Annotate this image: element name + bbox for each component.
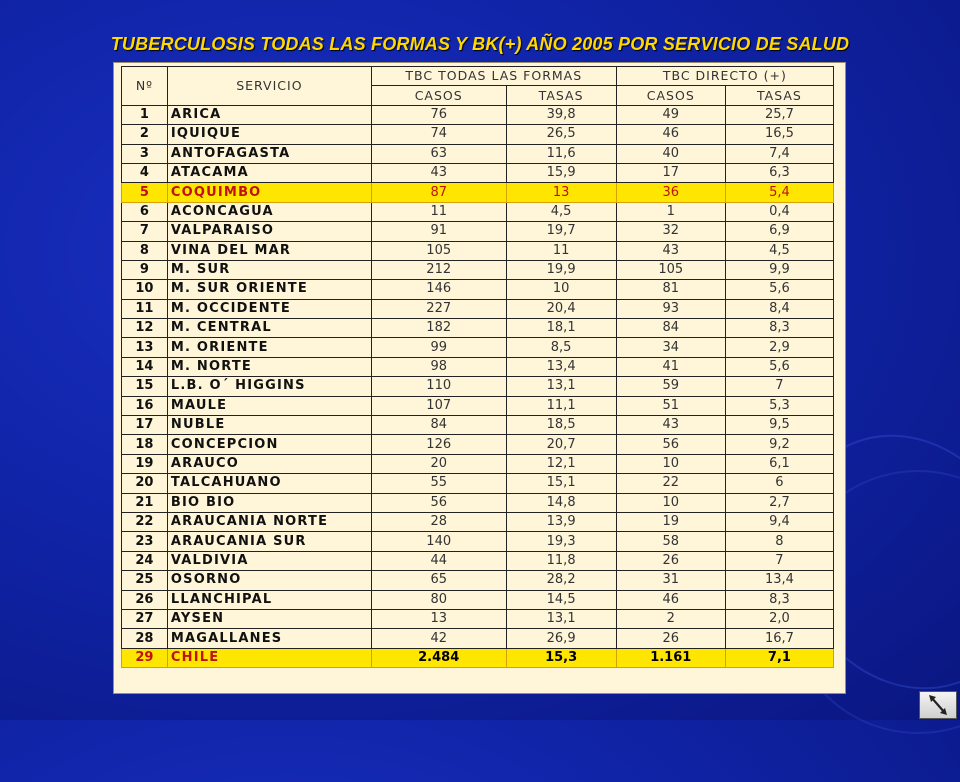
row-casos-directo: 19 xyxy=(616,512,725,531)
table-row xyxy=(122,435,834,454)
row-tasas-directo: 7,1 xyxy=(725,648,833,667)
row-tasas-todas: 11 xyxy=(506,241,616,260)
row-tasas-directo: 8,3 xyxy=(725,590,833,609)
row-tasas-directo: 7,4 xyxy=(725,144,833,163)
row-tasas-todas: 19,7 xyxy=(506,222,616,241)
row-servicio: MAGALLANES xyxy=(167,629,371,648)
row-tasas-todas: 18,1 xyxy=(506,319,616,338)
row-number: 8 xyxy=(122,241,168,260)
row-tasas-directo: 9,2 xyxy=(725,435,833,454)
row-casos-directo: 46 xyxy=(616,590,725,609)
row-tasas-directo: 25,7 xyxy=(725,105,833,124)
row-number: 17 xyxy=(122,416,168,435)
row-tasas-todas: 13,1 xyxy=(506,377,616,396)
row-tasas-todas: 20,7 xyxy=(506,435,616,454)
table-panel xyxy=(113,62,846,694)
row-casos-todas: 84 xyxy=(371,416,506,435)
table-row xyxy=(122,396,834,415)
row-tasas-directo: 0,4 xyxy=(725,202,833,221)
row-casos-directo: 1 xyxy=(616,202,725,221)
row-tasas-directo: 2,0 xyxy=(725,609,833,628)
row-number: 14 xyxy=(122,357,168,376)
row-casos-directo: 40 xyxy=(616,144,725,163)
table-row xyxy=(122,648,834,667)
row-tasas-directo: 5,6 xyxy=(725,357,833,376)
row-number: 23 xyxy=(122,532,168,551)
row-casos-todas: 126 xyxy=(371,435,506,454)
row-casos-directo: 59 xyxy=(616,377,725,396)
row-casos-todas: 56 xyxy=(371,493,506,512)
row-servicio: ARAUCANIA NORTE xyxy=(167,512,371,531)
row-casos-directo: 105 xyxy=(616,260,725,279)
row-servicio: L.B. O´ HIGGINS xyxy=(167,377,371,396)
row-tasas-directo: 8,3 xyxy=(725,319,833,338)
header-num: Nº xyxy=(122,67,168,106)
row-servicio: M. OCCIDENTE xyxy=(167,299,371,318)
row-servicio: ARAUCO xyxy=(167,454,371,473)
row-tasas-directo: 6,1 xyxy=(725,454,833,473)
table-row xyxy=(122,125,834,144)
row-casos-todas: 13 xyxy=(371,609,506,628)
row-number: 13 xyxy=(122,338,168,357)
table-row xyxy=(122,416,834,435)
table-row xyxy=(122,163,834,182)
row-tasas-directo: 8 xyxy=(725,532,833,551)
table-row xyxy=(122,454,834,473)
row-number: 7 xyxy=(122,222,168,241)
row-number: 9 xyxy=(122,260,168,279)
row-tasas-directo: 6,9 xyxy=(725,222,833,241)
row-tasas-todas: 26,9 xyxy=(506,629,616,648)
table-row xyxy=(122,571,834,590)
table-row xyxy=(122,512,834,531)
table-row xyxy=(122,377,834,396)
table-row xyxy=(122,105,834,124)
row-servicio: CHILE xyxy=(167,648,371,667)
row-servicio: MAULE xyxy=(167,396,371,415)
row-servicio: ATACAMA xyxy=(167,163,371,182)
row-tasas-todas: 11,1 xyxy=(506,396,616,415)
row-number: 3 xyxy=(122,144,168,163)
row-casos-todas: 99 xyxy=(371,338,506,357)
row-number: 22 xyxy=(122,512,168,531)
table-row xyxy=(122,299,834,318)
table-row xyxy=(122,202,834,221)
row-casos-todas: 2.484 xyxy=(371,648,506,667)
row-servicio: LLANCHIPAL xyxy=(167,590,371,609)
row-casos-todas: 227 xyxy=(371,299,506,318)
row-servicio: M. CENTRAL xyxy=(167,319,371,338)
row-servicio: ARICA xyxy=(167,105,371,124)
row-tasas-directo: 16,7 xyxy=(725,629,833,648)
row-casos-todas: 74 xyxy=(371,125,506,144)
table-row xyxy=(122,222,834,241)
row-tasas-directo: 9,5 xyxy=(725,416,833,435)
row-number: 1 xyxy=(122,105,168,124)
row-number: 5 xyxy=(122,183,168,202)
row-tasas-todas: 39,8 xyxy=(506,105,616,124)
row-tasas-todas: 8,5 xyxy=(506,338,616,357)
row-tasas-todas: 14,8 xyxy=(506,493,616,512)
row-number: 29 xyxy=(122,648,168,667)
row-tasas-todas: 12,1 xyxy=(506,454,616,473)
row-casos-directo: 43 xyxy=(616,241,725,260)
row-tasas-directo: 4,5 xyxy=(725,241,833,260)
row-tasas-directo: 5,6 xyxy=(725,280,833,299)
row-tasas-todas: 28,2 xyxy=(506,571,616,590)
row-servicio: VALDIVIA xyxy=(167,551,371,570)
row-casos-todas: 140 xyxy=(371,532,506,551)
table-row xyxy=(122,590,834,609)
row-tasas-todas: 13,4 xyxy=(506,357,616,376)
row-servicio: CONCEPCION xyxy=(167,435,371,454)
row-casos-directo: 46 xyxy=(616,125,725,144)
table-row xyxy=(122,474,834,493)
row-tasas-directo: 2,9 xyxy=(725,338,833,357)
row-servicio: VALPARAISO xyxy=(167,222,371,241)
row-tasas-directo: 2,7 xyxy=(725,493,833,512)
header-casos-1: CASOS xyxy=(371,86,506,105)
slide-title: TUBERCULOSIS TODAS LAS FORMAS Y BK(+) AÑO 2005 POR SERVICIO DE SALUD xyxy=(110,34,850,54)
row-number: 26 xyxy=(122,590,168,609)
table-body xyxy=(122,105,834,667)
row-casos-todas: 105 xyxy=(371,241,506,260)
row-casos-directo: 17 xyxy=(616,163,725,182)
row-servicio: ARAUCANIA SUR xyxy=(167,532,371,551)
row-casos-todas: 28 xyxy=(371,512,506,531)
header-group-directo: TBC DIRECTO (+) xyxy=(616,67,833,86)
row-casos-todas: 146 xyxy=(371,280,506,299)
row-tasas-todas: 4,5 xyxy=(506,202,616,221)
table-row xyxy=(122,629,834,648)
table-row xyxy=(122,241,834,260)
row-casos-directo: 31 xyxy=(616,571,725,590)
row-servicio: ACONCAGUA xyxy=(167,202,371,221)
row-tasas-todas: 14,5 xyxy=(506,590,616,609)
row-casos-directo: 36 xyxy=(616,183,725,202)
row-number: 6 xyxy=(122,202,168,221)
row-casos-directo: 1.161 xyxy=(616,648,725,667)
row-tasas-directo: 16,5 xyxy=(725,125,833,144)
row-number: 4 xyxy=(122,163,168,182)
row-tasas-todas: 19,3 xyxy=(506,532,616,551)
row-number: 18 xyxy=(122,435,168,454)
row-servicio: COQUIMBO xyxy=(167,183,371,202)
row-tasas-todas: 11,8 xyxy=(506,551,616,570)
row-tasas-directo: 8,4 xyxy=(725,299,833,318)
table-row xyxy=(122,144,834,163)
row-tasas-directo: 9,9 xyxy=(725,260,833,279)
row-casos-todas: 65 xyxy=(371,571,506,590)
row-casos-directo: 34 xyxy=(616,338,725,357)
row-casos-directo: 51 xyxy=(616,396,725,415)
row-number: 24 xyxy=(122,551,168,570)
row-tasas-directo: 5,3 xyxy=(725,396,833,415)
row-casos-todas: 44 xyxy=(371,551,506,570)
row-number: 10 xyxy=(122,280,168,299)
row-number: 21 xyxy=(122,493,168,512)
header-servicio: SERVICIO xyxy=(167,67,371,106)
row-servicio: TALCAHUANO xyxy=(167,474,371,493)
row-number: 27 xyxy=(122,609,168,628)
row-casos-todas: 43 xyxy=(371,163,506,182)
row-tasas-directo: 6,3 xyxy=(725,163,833,182)
row-casos-directo: 49 xyxy=(616,105,725,124)
table-row xyxy=(122,493,834,512)
row-servicio: M. SUR xyxy=(167,260,371,279)
row-casos-todas: 76 xyxy=(371,105,506,124)
header-tasas-1: TASAS xyxy=(506,86,616,105)
row-casos-todas: 63 xyxy=(371,144,506,163)
row-tasas-directo: 5,4 xyxy=(725,183,833,202)
row-servicio: M. NORTE xyxy=(167,357,371,376)
row-casos-directo: 41 xyxy=(616,357,725,376)
row-tasas-directo: 13,4 xyxy=(725,571,833,590)
row-tasas-todas: 19,9 xyxy=(506,260,616,279)
row-casos-todas: 55 xyxy=(371,474,506,493)
row-casos-todas: 42 xyxy=(371,629,506,648)
row-casos-directo: 81 xyxy=(616,280,725,299)
table-row xyxy=(122,338,834,357)
row-servicio: OSORNO xyxy=(167,571,371,590)
row-casos-directo: 56 xyxy=(616,435,725,454)
row-casos-directo: 84 xyxy=(616,319,725,338)
row-number: 28 xyxy=(122,629,168,648)
row-tasas-directo: 9,4 xyxy=(725,512,833,531)
row-casos-directo: 32 xyxy=(616,222,725,241)
nav-button[interactable] xyxy=(919,691,957,719)
header-casos-2: CASOS xyxy=(616,86,725,105)
table-row xyxy=(122,319,834,338)
row-tasas-todas: 26,5 xyxy=(506,125,616,144)
row-number: 16 xyxy=(122,396,168,415)
tb-table xyxy=(121,66,834,668)
row-number: 11 xyxy=(122,299,168,318)
row-casos-todas: 80 xyxy=(371,590,506,609)
row-servicio: BIO BIO xyxy=(167,493,371,512)
table-row xyxy=(122,532,834,551)
row-casos-todas: 87 xyxy=(371,183,506,202)
row-number: 20 xyxy=(122,474,168,493)
row-servicio: M. SUR ORIENTE xyxy=(167,280,371,299)
row-tasas-todas: 11,6 xyxy=(506,144,616,163)
row-tasas-directo: 7 xyxy=(725,551,833,570)
header-group-todas-formas: TBC TODAS LAS FORMAS xyxy=(371,67,616,86)
table-row xyxy=(122,609,834,628)
row-servicio: VINA DEL MAR xyxy=(167,241,371,260)
row-casos-directo: 2 xyxy=(616,609,725,628)
row-tasas-directo: 6 xyxy=(725,474,833,493)
header-tasas-2: TASAS xyxy=(725,86,833,105)
row-tasas-todas: 10 xyxy=(506,280,616,299)
row-casos-todas: 182 xyxy=(371,319,506,338)
row-servicio: M. ORIENTE xyxy=(167,338,371,357)
row-tasas-directo: 7 xyxy=(725,377,833,396)
table-row xyxy=(122,280,834,299)
row-casos-directo: 26 xyxy=(616,629,725,648)
row-servicio: NUBLE xyxy=(167,416,371,435)
row-tasas-todas: 13 xyxy=(506,183,616,202)
row-number: 15 xyxy=(122,377,168,396)
table-row xyxy=(122,260,834,279)
row-tasas-todas: 13,1 xyxy=(506,609,616,628)
row-casos-directo: 10 xyxy=(616,454,725,473)
row-casos-todas: 212 xyxy=(371,260,506,279)
row-casos-todas: 98 xyxy=(371,357,506,376)
row-tasas-todas: 15,1 xyxy=(506,474,616,493)
row-casos-todas: 20 xyxy=(371,454,506,473)
row-casos-todas: 107 xyxy=(371,396,506,415)
row-tasas-todas: 20,4 xyxy=(506,299,616,318)
row-tasas-todas: 18,5 xyxy=(506,416,616,435)
row-number: 25 xyxy=(122,571,168,590)
row-servicio: IQUIQUE xyxy=(167,125,371,144)
row-casos-todas: 91 xyxy=(371,222,506,241)
row-casos-directo: 58 xyxy=(616,532,725,551)
row-tasas-todas: 15,3 xyxy=(506,648,616,667)
row-servicio: AYSEN xyxy=(167,609,371,628)
diagonal-arrow-icon xyxy=(920,692,956,718)
table-row xyxy=(122,551,834,570)
row-number: 19 xyxy=(122,454,168,473)
row-casos-todas: 11 xyxy=(371,202,506,221)
row-casos-directo: 26 xyxy=(616,551,725,570)
row-number: 2 xyxy=(122,125,168,144)
row-casos-directo: 22 xyxy=(616,474,725,493)
row-tasas-todas: 15,9 xyxy=(506,163,616,182)
row-casos-directo: 93 xyxy=(616,299,725,318)
row-servicio: ANTOFAGASTA xyxy=(167,144,371,163)
row-casos-directo: 10 xyxy=(616,493,725,512)
table-row xyxy=(122,357,834,376)
row-tasas-todas: 13,9 xyxy=(506,512,616,531)
row-number: 12 xyxy=(122,319,168,338)
table-row xyxy=(122,183,834,202)
row-casos-todas: 110 xyxy=(371,377,506,396)
row-casos-directo: 43 xyxy=(616,416,725,435)
